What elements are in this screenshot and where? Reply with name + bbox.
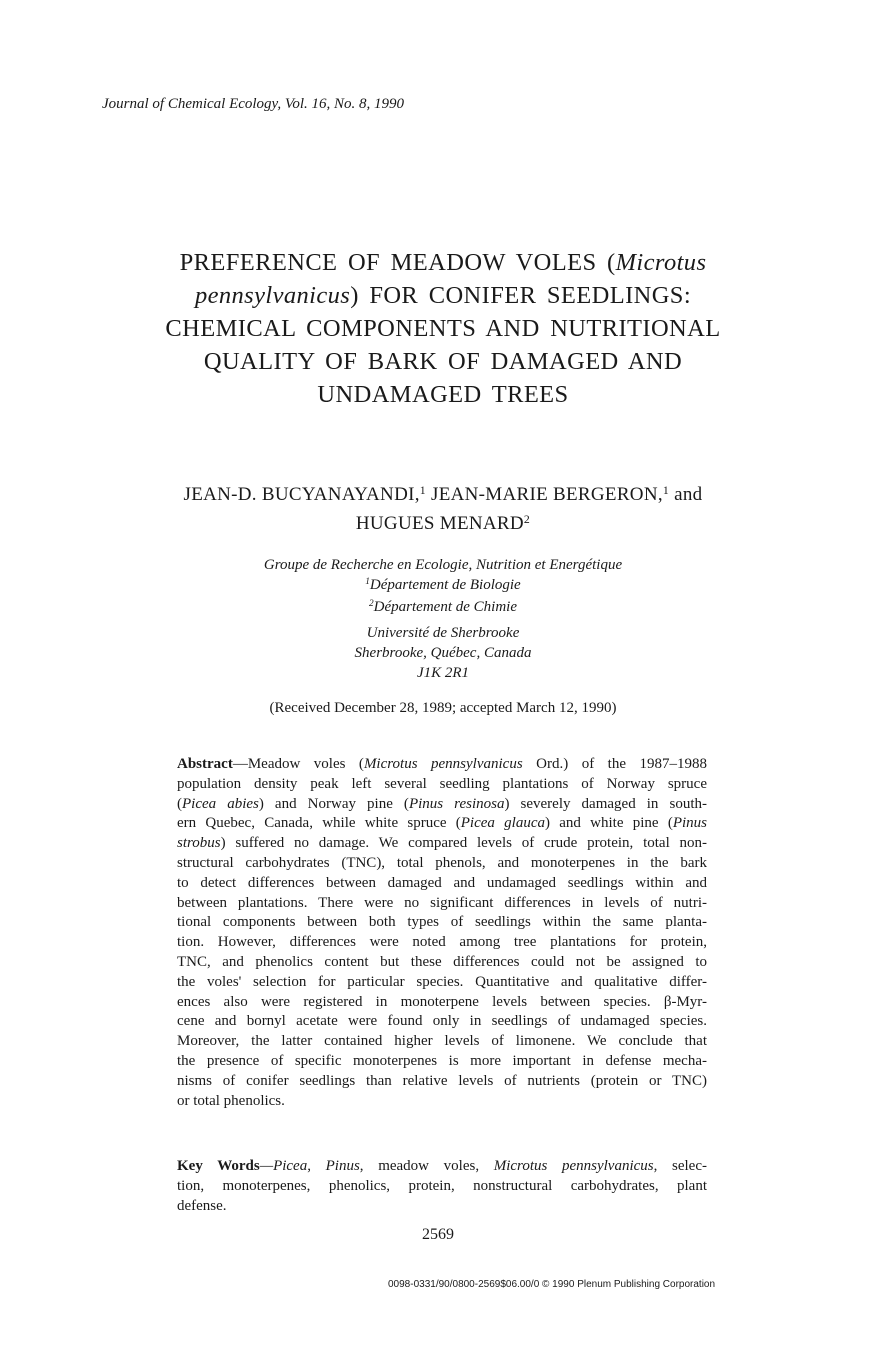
title-line: QUALITY OF BARK OF DAMAGED AND <box>203 348 683 375</box>
keywords-label: Key Words <box>177 1158 260 1174</box>
affiliation-department: $^1$Département de Biologie <box>365 576 521 593</box>
author-line: JEAN-D. BUCYANAYANDI,$^1$ JEAN-MARIE BERGERON,$^1$ and <box>183 483 703 505</box>
received-dates: (Received December 28, 1989; accepted March 12, 1990) <box>269 700 617 716</box>
journal-citation: Journal of Chemical Ecology, Vol. 16, No. 8, 1990 <box>102 96 405 112</box>
affiliation-postal: J1K 2R1 <box>416 665 470 681</box>
abstract-line: structural carbohydrates (TNC), total phenols, and monoterpenes in the bark <box>177 854 707 871</box>
affiliation-university: Université de Sherbrooke <box>366 625 520 641</box>
title-line: PREFERENCE OF MEADOW VOLES (Microtus <box>179 249 707 276</box>
abstract-line: the voles' selection for particular species. Quantitative and qualitative differ- <box>177 973 707 990</box>
abstract-line: or total phenolics. <box>177 1092 285 1109</box>
affiliation-city: Sherbrooke, Québec, Canada <box>354 645 532 661</box>
affiliation <box>100 555 786 683</box>
abstract-label: Abstract <box>177 756 233 772</box>
page-number: 2569 <box>422 1226 454 1243</box>
abstract-line: the presence of specific monoterpenes is more important in defense mecha- <box>177 1052 707 1069</box>
copyright-footer: 0098-0331/90/0800-2569$06.00/0 © 1990 Plenum Publishing Corporation <box>388 1279 716 1290</box>
keywords-line: tion, monoterpenes, phenolics, protein, nonstructural carbohydrates, plant <box>177 1177 707 1194</box>
key-words <box>177 1157 707 1216</box>
keywords-line: defense. <box>177 1197 227 1214</box>
abstract-line: cene and bornyl acetate were found only in seedlings of undamaged species. <box>177 1013 707 1030</box>
abstract-line: Moreover, the latter contained higher levels of limonene. We conclude that <box>177 1033 707 1050</box>
abstract-line: tion. However, differences were noted among tree plantations for protein, <box>177 934 707 951</box>
abstract-line: nisms of conifer seedlings than relative levels of nutrients (protein or TNC) <box>177 1072 707 1089</box>
title-line: pennsylvanicus) FOR CONIFER SEEDLINGS: <box>194 282 692 309</box>
abstract-line: to detect differences between damaged and undamaged seedlings within and <box>177 874 707 891</box>
abstract-line: tional components between both types of seedlings within the same planta- <box>177 914 707 931</box>
affiliation-department: $^2$Département de Chimie <box>369 598 517 615</box>
abstract-line: (Picea abies) and Norway pine (Pinus resinosa) severely damaged in south- <box>177 795 707 812</box>
abstract-line: ern Quebec, Canada, while white spruce (Picea glauca) and white pine (Pinus <box>177 815 707 832</box>
title-line: UNDAMAGED TREES <box>317 381 569 408</box>
abstract-line: population density peak left several seedling plantations of Norway spruce <box>177 775 707 792</box>
article-title <box>120 246 766 411</box>
abstract-line: between plantations. There were no significant differences in levels of nutri- <box>177 894 707 911</box>
abstract-line: TNC, and phenolics content but these differences could not be assigned to <box>177 953 707 970</box>
abstract-line: Abstract—Meadow voles (Microtus pennsylvanicus Ord.) of the 1987–1988 <box>177 756 707 772</box>
keywords-line: Key Words—Picea, Pinus, meadow voles, Microtus pennsylvanicus, selec- <box>177 1158 707 1174</box>
affiliation-group: Groupe de Recherche en Ecologie, Nutrition et Energétique <box>263 557 623 573</box>
author-line: HUGUES MENARD$^2$ <box>355 512 531 534</box>
abstract-line: strobus) suffered no damage. We compared levels of crude protein, total non- <box>177 835 707 852</box>
abstract <box>177 755 707 1111</box>
title-line: CHEMICAL COMPONENTS AND NUTRITIONAL <box>165 315 721 342</box>
author-list <box>100 481 786 539</box>
abstract-line: ences also were registered in monoterpene levels between species. β-Myr- <box>177 993 707 1010</box>
